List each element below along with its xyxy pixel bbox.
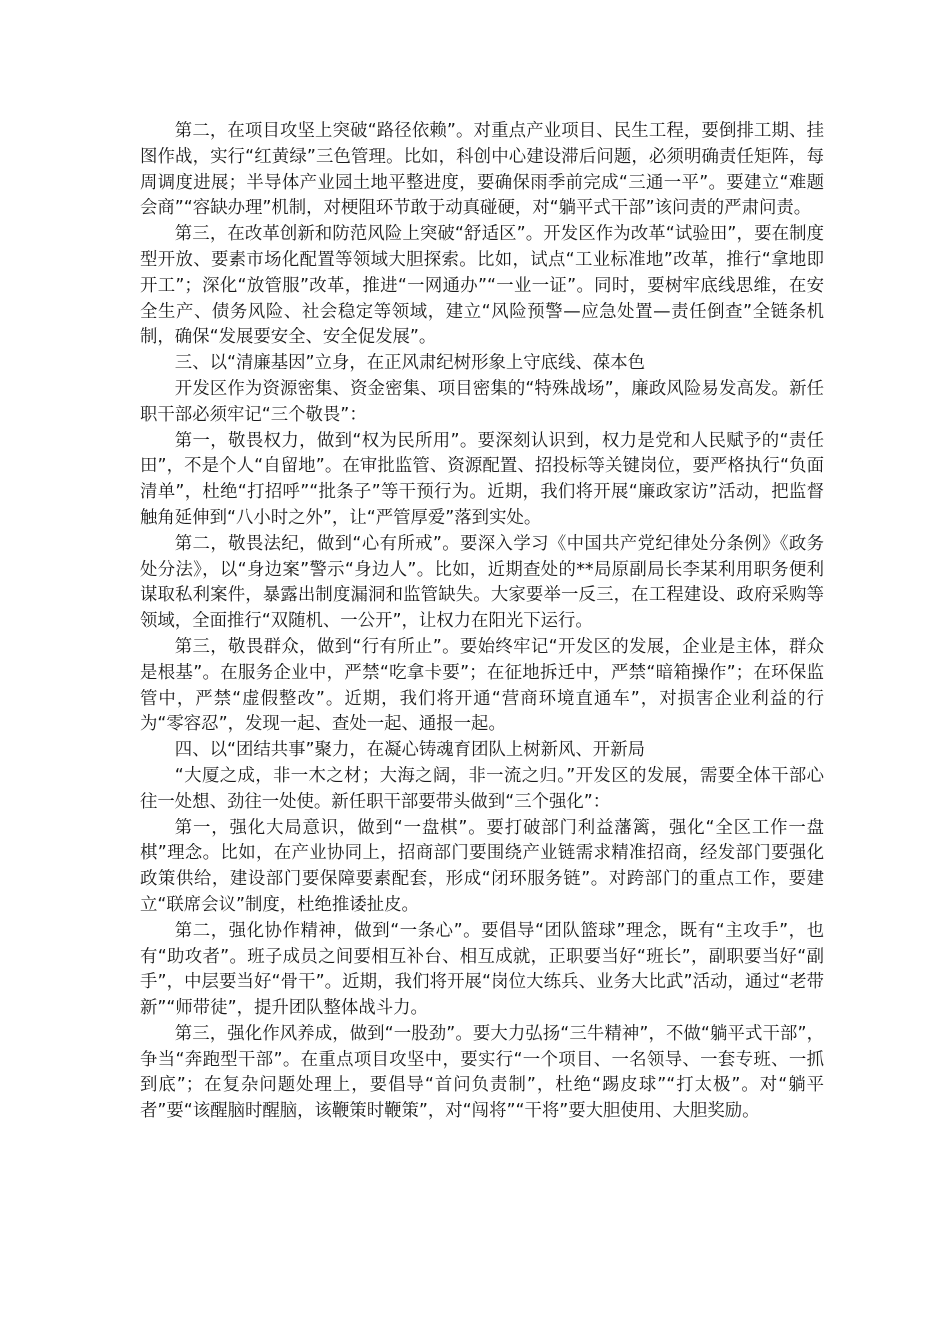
paragraph xyxy=(140,816,824,919)
paragraph-body: “大厦之成，非一木之材；大海之阔，非一流之归。”开发区的发展，需要全体干部心往一处想、劲往一处使。新任职干部要带头做到“三个强化”： xyxy=(140,765,824,812)
paragraph-body: 要深入学习《中国共产党纪律处分条例》《政务处分法》，以“身边案”警示“身边人”。比如，近期查处的**局原副局长李某利用职务便利谋取私利案件，暴露出制度漏洞和监管缺失。大家要举一反三，在工程建设、政府采购等领域，全面推行“双随机、一公开”，让权力在阳光下运行。 xyxy=(140,533,824,632)
paragraph xyxy=(140,119,824,222)
paragraph-body: 开发区作为资源密集、资金密集、项目密集的“特殊战场”，廉政风险易发高发。新任职干部必须牢记“三个敬畏”： xyxy=(140,378,824,425)
paragraph xyxy=(140,764,824,816)
section-heading xyxy=(140,351,824,377)
paragraph xyxy=(140,1022,824,1125)
paragraph-lead: 第一，敬畏权力，做到“权为民所用”。 xyxy=(174,430,478,451)
document-body xyxy=(140,119,824,1125)
paragraph-body: 要深刻认识到，权力是党和人民赋予的“责任田”，不是个人“自留地”。在审批监管、资源配置、招投标等关键岗位，要严格执行“负面清单”，杜绝“打招呼”“批条子”等干预行为。近期，我们将开展“廉政家访”活动，把监督触角延伸到“八小时之外”，让“严管厚爱”落到实处。 xyxy=(140,430,824,528)
paragraph xyxy=(140,635,824,738)
paragraph-lead: 第三，强化作风养成，做到“一股劲”。 xyxy=(174,1023,473,1044)
paragraph-body: 要倡导“团队篮球”理念，既有“主攻手”，也有“助攻者”。班子成员之间要相互补台、相互成就，正职要当好“班长”，副职要当好“副手”，中层要当好“骨干”。近期，我们将开展“岗位大练兵、业务大比武”活动，通过“老带新”“师带徒”，提升团队整体战斗力。 xyxy=(140,920,824,1019)
paragraph-body: 开发区作为改革“试验田”，要在制度型开放、要素市场化配置等领域大胆探索。比如，试点“工业标准地”改革，推行“拿地即开工”；深化“放管服”改革，推进“一网通办”“一业一证”。同时，要树牢底线思维，在安全生产、债务风险、社会稳定等领域，建立“风险预警—应急处置—责任倒查”全链条机制，确保“发展要安全、安全促发展”。 xyxy=(140,224,824,348)
paragraph-lead: 第二，强化协作精神，做到“一条心”。 xyxy=(174,920,482,941)
paragraph-body: 要始终牢记“开发区的发展，企业是主体，群众是根基”。在服务企业中，严禁“吃拿卡要”；在征地拆迁中，严禁“暗箱操作”；在环保监管中，严禁“虚假整改”。近期，我们将开通“营商环境直通车”，对损害企业利益的行为“零容忍”，发现一起、查处一起、通报一起。 xyxy=(140,636,824,735)
paragraph xyxy=(140,429,824,532)
paragraph xyxy=(140,377,824,429)
paragraph-body: 要打破部门利益藩篱，强化“全区工作一盘棋”理念。比如，在产业协同上，招商部门要围绕产业链需求精准招商，经发部门要强化政策供给，建设部门要保障要素配套，形成“闭环服务链”。对跨部门的重点工作，要建立“联席会议”制度，杜绝推诿扯皮。 xyxy=(140,817,824,915)
section-heading xyxy=(140,738,824,764)
paragraph-lead: 第二，敬畏法纪，做到“心有所戒”。 xyxy=(174,533,461,554)
paragraph-lead: 第一，强化大局意识，做到“一盘棋”。 xyxy=(174,817,487,838)
paragraph xyxy=(140,919,824,1022)
paragraph-lead: 第二，在项目攻坚上突破“路径依赖”。 xyxy=(174,121,474,141)
paragraph-lead: 第三，在改革创新和防范风险上突破“舒适区”。 xyxy=(174,224,544,245)
paragraph xyxy=(140,532,824,635)
paragraph-lead: 第三，敬畏群众，做到“行有所止”。 xyxy=(174,636,460,657)
section-heading-text: 四、以“团结共事”聚力，在凝心铸魂育团队上树新风、开新局 xyxy=(174,740,645,761)
paragraph-body: 要大力弘扬“三牛精神”，不做“躺平式干部”，争当“奔跑型干部”。在重点项目攻坚中，要实行“一个项目、一名领导、一套专班、一抓到底”；在复杂问题处理上，要倡导“首问负责制”，杜绝“踢皮球”“打太极”。对“躺平者”要“该醒脑时醒脑，该鞭策时鞭策”，对“闯将”“干将”要大胆使用、大胆奖励。 xyxy=(140,1023,824,1122)
paragraph xyxy=(140,222,824,351)
section-heading-text: 三、以“清廉基因”立身，在正风肃纪树形象上守底线、葆本色 xyxy=(174,353,645,374)
paragraph-body: 对重点产业项目、民生工程，要倒排工期、挂图作战，实行“红黄绿”三色管理。比如，科创中心建设滞后问题，必须明确责任矩阵，每周调度进展；半导体产业园土地平整进度，要确保雨季前完成“三通一平”。要建立“难题会商”“容缺办理”机制，对梗阻环节敢于动真碰硬，对“躺平式干部”该问责的严肃问责。 xyxy=(140,121,824,219)
